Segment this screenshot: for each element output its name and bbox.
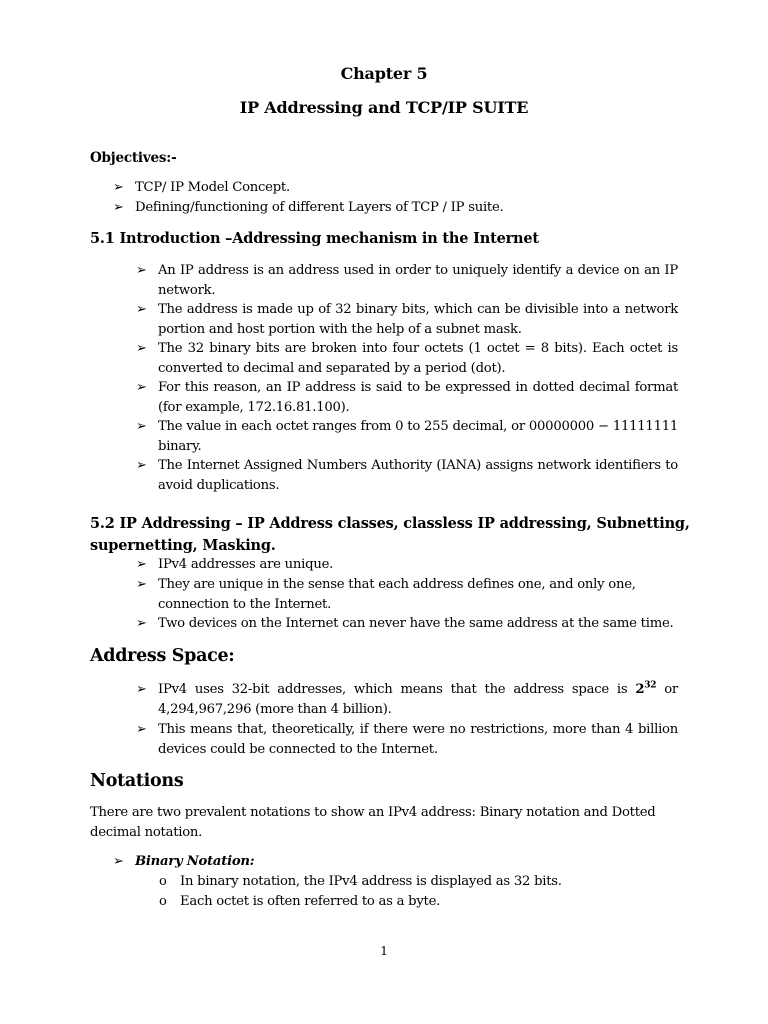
circle-bullet-icon: o — [159, 874, 167, 889]
chapter-title: IP Addressing and TCP/IP SUITE — [239, 98, 529, 117]
binary-item: Each octet is often referred to as a byte. — [180, 894, 441, 909]
intro-item: The value in each octet ranges from 0 to 255 decimal, or 00000000 − 11111111 binary. — [158, 419, 678, 454]
arrow-bullet-icon: ➢ — [136, 380, 147, 395]
objective-item: Defining/functioning of different Layers of TCP / IP suite. — [135, 200, 504, 215]
intro-item: For this reason, an IP address is said to be expressed in dotted decimal format (for example, 172.16.81.100). — [158, 380, 678, 415]
page-number: 1 — [380, 944, 388, 958]
arrow-bullet-icon: ➢ — [113, 854, 124, 869]
arrow-bullet-icon: ➢ — [136, 341, 147, 356]
notations-heading: Notations — [90, 771, 184, 791]
objective-item: TCP/ IP Model Concept. — [135, 180, 290, 195]
power-base: 2 — [635, 682, 645, 697]
ip-item: Two devices on the Internet can never have the same address at the same time. — [158, 616, 674, 631]
arrow-bullet-icon: ➢ — [136, 722, 147, 737]
section-5-2-heading-cont: supernetting, Masking. — [90, 537, 276, 554]
intro-item: The 32 binary bits are broken into four octets (1 octet = 8 bits). Each octet is converted to decimal and separated by a period (dot). — [158, 341, 678, 376]
ip-item: They are unique in the sense that each address defines one, and only one, connection to the Internet. — [158, 577, 636, 612]
intro-item: The Internet Assigned Numbers Authority (IANA) assigns network identifiers to avoid duplications. — [158, 458, 678, 493]
address-space-text: IPv4 uses 32-bit addresses, which means that the address space is — [158, 682, 628, 697]
arrow-bullet-icon: ➢ — [113, 200, 124, 215]
section-5-2-heading: 5.2 IP Addressing – IP Address classes, classless IP addressing, Subnetting, — [90, 515, 690, 532]
arrow-bullet-icon: ➢ — [136, 302, 147, 317]
arrow-bullet-icon: ➢ — [136, 419, 147, 434]
section-5-1-heading: 5.1 Introduction –Addressing mechanism in the Internet — [90, 230, 539, 247]
address-space-item: This means that, theoretically, if there were no restrictions, more than 4 billion devices could be connected to the Internet. — [158, 722, 678, 757]
address-space-item — [158, 680, 678, 719]
binary-item: In binary notation, the IPv4 address is displayed as 32 bits. — [180, 874, 562, 889]
intro-item: An IP address is an address used in order to uniquely identify a device on an IP network. — [158, 263, 678, 298]
arrow-bullet-icon: ➢ — [136, 263, 147, 278]
notations-intro: There are two prevalent notations to show an IPv4 address: Binary notation and Dotted decimal notation. — [90, 805, 656, 840]
binary-notation-heading: Binary Notation: — [135, 854, 255, 869]
arrow-bullet-icon: ➢ — [136, 557, 147, 572]
objectives-heading: Objectives:- — [90, 150, 177, 166]
address-space-text: or 4,294,967,296 (more than 4 billion). — [158, 682, 678, 717]
arrow-bullet-icon: ➢ — [136, 458, 147, 473]
intro-item: The address is made up of 32 binary bits, which can be divisible into a network portion and host portion with the help of a subnet mask. — [158, 302, 678, 337]
arrow-bullet-icon: ➢ — [136, 577, 147, 592]
arrow-bullet-icon: ➢ — [136, 682, 147, 697]
circle-bullet-icon: o — [159, 894, 167, 909]
chapter-label: Chapter 5 — [340, 64, 428, 83]
arrow-bullet-icon: ➢ — [113, 180, 124, 195]
power-exponent: 32 — [644, 680, 657, 691]
address-space-heading: Address Space: — [90, 646, 235, 666]
ip-item: IPv4 addresses are unique. — [158, 557, 334, 572]
arrow-bullet-icon: ➢ — [136, 616, 147, 631]
